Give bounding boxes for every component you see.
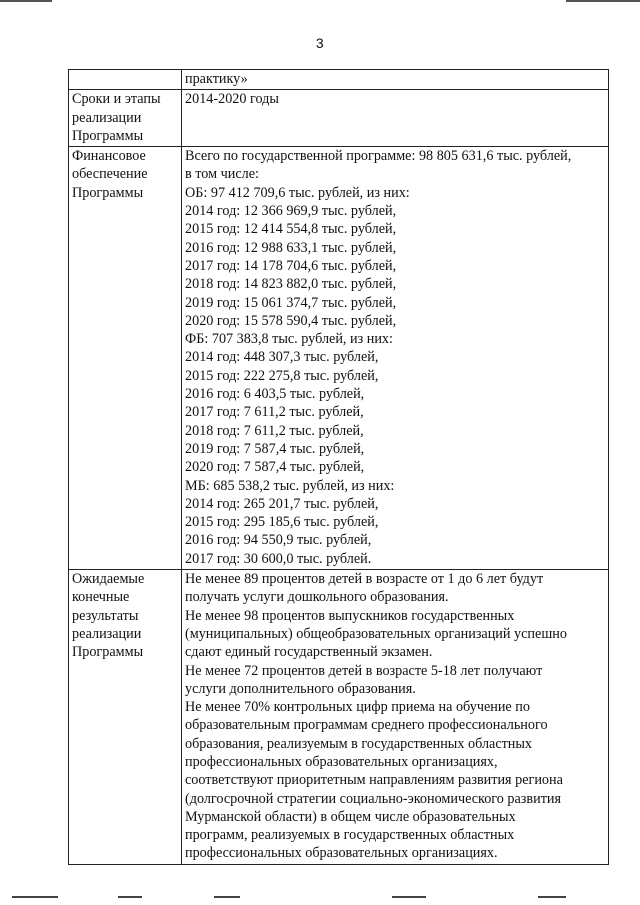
row-label-cell: [69, 147, 182, 570]
row-value-line: 2017 год: 14 178 704,6 тыс. рублей,: [185, 257, 397, 274]
row-value-line: 2020 год: 15 578 590,4 тыс. рублей,: [185, 312, 397, 329]
row-label-line: Программы: [72, 644, 144, 661]
row-value-cell: [182, 70, 609, 90]
row-value-line: 2014 год: 12 366 969,9 тыс. рублей,: [185, 203, 397, 220]
row-value-line: соответствуют приоритетным направлениям развития региона: [185, 772, 563, 789]
row-label-cell: [69, 70, 182, 90]
row-value-line: образовательным программам среднего профессионального: [185, 717, 548, 734]
program-passport-table: [68, 69, 609, 865]
row-value-line: профессиональных образовательных организациях,: [185, 753, 498, 770]
scan-bottom-mark-3: [214, 896, 240, 898]
row-label-line: Сроки и этапы: [72, 91, 161, 108]
row-value-line: 2014 год: 448 307,3 тыс. рублей,: [185, 349, 379, 366]
row-value-line: ОБ: 97 412 709,6 тыс. рублей, из них:: [185, 184, 410, 201]
row-label-cell: [69, 570, 182, 865]
row-value-line: 2015 год: 295 185,6 тыс. рублей,: [185, 514, 379, 531]
row-value-line: 2014 год: 265 201,7 тыс. рублей,: [185, 495, 379, 512]
scan-bottom-mark-1: [12, 896, 58, 898]
table-row: [69, 90, 609, 147]
row-value-line: 2018 год: 14 823 882,0 тыс. рублей,: [185, 276, 397, 293]
row-value-cell: [182, 90, 609, 147]
row-label-line: Ожидаемые: [72, 571, 145, 588]
scan-edge-mark-right: [566, 0, 640, 2]
row-value-line: Всего по государственной программе: 98 805 631,6 тыс. рублей,: [185, 148, 572, 165]
scan-bottom-mark-2: [118, 896, 142, 898]
row-label-line: реализации: [72, 625, 142, 642]
row-label-line: Программы: [72, 127, 144, 144]
row-value-line: 2014-2020 годы: [185, 91, 279, 108]
row-value-line: 2018 год: 7 611,2 тыс. рублей,: [185, 422, 364, 439]
row-label-line: обеспечение: [72, 166, 148, 183]
row-value-line: 2016 год: 94 550,9 тыс. рублей,: [185, 532, 372, 549]
row-value-line: 2019 год: 7 587,4 тыс. рублей,: [185, 440, 365, 457]
scan-edge-mark-left: [0, 0, 52, 2]
row-value-line: Не менее 98 процентов выпускников государственных: [185, 607, 515, 624]
row-value-line: 2016 год: 6 403,5 тыс. рублей,: [185, 386, 365, 403]
row-value-line: Не менее 89 процентов детей в возрасте от 1 до 6 лет будут: [185, 571, 544, 588]
table-row: [69, 570, 609, 865]
row-value-line: МБ: 685 538,2 тыс. рублей, из них:: [185, 477, 395, 494]
row-label-cell: [69, 90, 182, 147]
row-value-cell: [182, 570, 609, 865]
row-label-line: Программы: [72, 184, 144, 201]
row-label-line: реализации: [72, 109, 142, 126]
row-value-line: практику»: [185, 71, 248, 87]
row-value-line: (долгосрочной стратегии социально-экономического развития: [185, 790, 562, 807]
row-value-line: 2015 год: 12 414 554,8 тыс. рублей,: [185, 221, 397, 238]
row-value-line: в том числе:: [185, 166, 259, 183]
row-value-line: 2016 год: 12 988 633,1 тыс. рублей,: [185, 239, 397, 256]
row-value-line: профессиональных образовательных организациях.: [185, 845, 498, 862]
row-value-line: ФБ: 707 383,8 тыс. рублей, из них:: [185, 331, 393, 348]
row-value-line: программ, реализуемых в государственных областных: [185, 827, 515, 844]
row-value-line: Не менее 70% контрольных цифр приема на обучение по: [185, 699, 530, 716]
row-label-line: Финансовое: [72, 148, 146, 165]
page-number: 3: [315, 35, 325, 51]
row-value-line: услуги дополнительного образования.: [185, 680, 416, 697]
row-label-line: конечные: [72, 589, 130, 606]
row-value-line: 2017 год: 30 600,0 тыс. рублей.: [185, 550, 372, 567]
row-value-line: 2020 год: 7 587,4 тыс. рублей,: [185, 459, 365, 476]
table-row: [69, 70, 609, 90]
row-value-line: 2019 год: 15 061 374,7 тыс. рублей,: [185, 294, 397, 311]
table-row: [69, 147, 609, 570]
row-value-line: Не менее 72 процентов детей в возрасте 5-18 лет получают: [185, 662, 543, 679]
row-label-line: результаты: [72, 607, 139, 624]
row-value-line: (муниципальных) общеобразовательных организаций успешно: [185, 625, 567, 642]
row-value-cell: [182, 147, 609, 570]
scan-bottom-mark-5: [538, 896, 566, 898]
row-value-line: 2015 год: 222 275,8 тыс. рублей,: [185, 367, 379, 384]
row-value-line: Мурманской области) в общем числе образовательных: [185, 808, 516, 825]
row-value-line: сдают единый государственный экзамен.: [185, 644, 433, 661]
scan-bottom-mark-4: [392, 896, 426, 898]
row-value-line: получать услуги дошкольного образования.: [185, 589, 449, 606]
row-value-line: 2017 год: 7 611,2 тыс. рублей,: [185, 404, 364, 421]
row-value-line: образования, реализуемым в государственных областных: [185, 735, 533, 752]
